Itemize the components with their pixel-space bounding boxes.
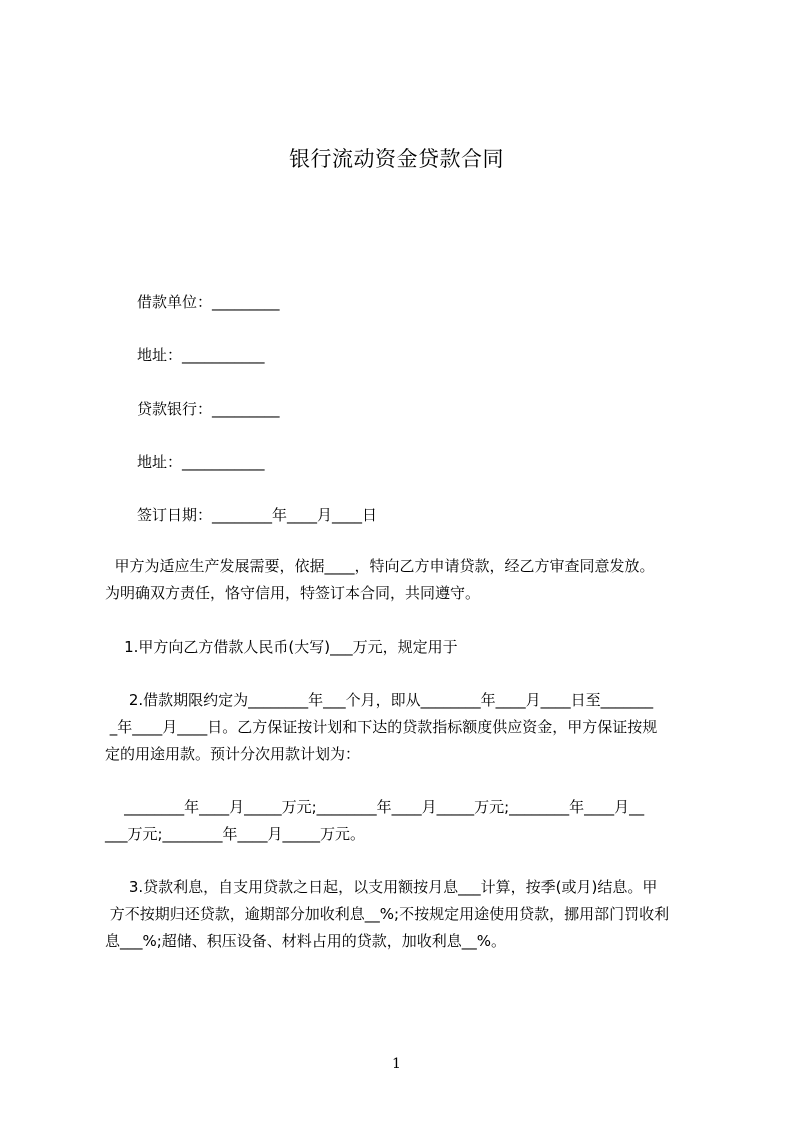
signing-date-field: 签订日期：________年____月____日 (137, 506, 378, 524)
clause-line: 方不按期归还贷款，逾期部分加收利息__%;不按规定用途使用贷款，挪用部门罚收利 (105, 905, 670, 923)
borrower-field: 借款单位：_________ (137, 293, 280, 311)
payment-schedule (105, 794, 705, 848)
clause-line: 定的用途用款。预计分次用款计划为： (105, 745, 361, 763)
clause-line: 3.贷款利息，自支用贷款之日起，以支用额按月息___计算，按季(或月)结息。甲 (105, 878, 658, 896)
lender-bank-field: 贷款银行：_________ (137, 400, 280, 418)
page-number: 1 (392, 1056, 401, 1072)
schedule-line: ________年____月_____万元;________年____月_____万元;________年____月__ (105, 798, 645, 816)
lender-address-field: 地址：___________ (137, 453, 265, 471)
intro-line: 为明确双方责任，恪守信用，特签订本合同，共同遵守。 (105, 584, 481, 602)
clause-line: 2.借款期限约定为________年___个月，即从________年____月____日至_______ (105, 691, 654, 709)
borrower-address-field: 地址：___________ (137, 346, 265, 364)
document-title: 银行流动资金贷款合同 (289, 147, 504, 171)
clause-3 (105, 874, 705, 955)
clause-line: _年____月____日。乙方保证按计划和下达的贷款指标额度供应资金，甲方保证按规 (105, 718, 658, 736)
schedule-line: ___万元;________年____月_____万元。 (105, 825, 366, 843)
clause-line: 息___%;超储、积压设备、材料占用的贷款，加收利息__%。 (105, 932, 507, 950)
clause-2 (105, 687, 705, 768)
clause-1 (105, 634, 705, 661)
clause-line: 1.甲方向乙方借款人民币(大写)___万元，规定用于 (105, 638, 458, 656)
intro-paragraph (105, 553, 705, 607)
intro-line: 甲方为适应生产发展需要，依据____，特向乙方申请贷款，经乙方审查同意发放。 (105, 557, 655, 575)
